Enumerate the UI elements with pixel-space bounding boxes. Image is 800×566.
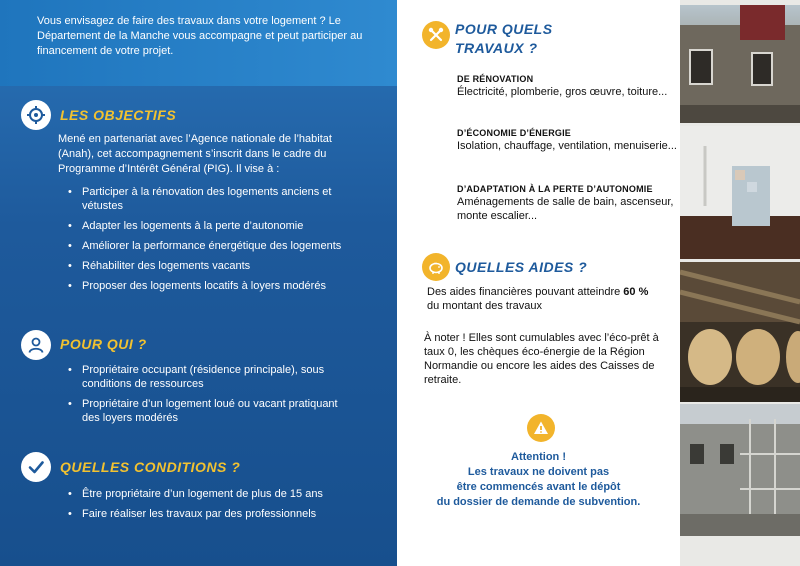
conditions-title: QUELLES CONDITIONS ?	[60, 459, 241, 475]
insulation-photo	[680, 262, 800, 402]
list-item: • Propriétaire d’un logement loué ou vacant pratiquant des loyers modérés	[66, 397, 356, 425]
list-item: • Proposer des logements locatifs à loyers modérés	[66, 279, 366, 293]
aides-text-before: Des aides financières pouvant atteindre	[427, 286, 624, 298]
aides-text-after: du montant des travaux	[427, 300, 542, 312]
scaffolding-photo	[680, 404, 800, 536]
aides-note: À noter ! Elles sont cumulables avec l’éco-prêt à taux 0, les chèques éco-énergie de la Région Normandie ou encore les aides des Caisses de retraite.	[424, 332, 659, 386]
conditions-list	[66, 487, 366, 521]
travaux-heading: D’ÉCONOMIE D’ÉNERGIE	[457, 128, 572, 138]
pour-qui-title: POUR QUI ?	[60, 336, 147, 352]
intro-text: Vous envisagez de faire des travaux dans votre logement ? Le Département de la Manche vous accompagne et peut participer au financement de votre projet.	[37, 15, 363, 57]
objectifs-text: Mené en partenariat avec l’Agence nationale de l’habitat (Anah), cet accompagnement s’inscrit dans le cadre du Programme d’Intérêt Général (PIG). Il vise à :	[58, 133, 332, 175]
middle-panel	[397, 0, 680, 566]
travaux-text: Électricité, plomberie, gros œuvre, toiture...	[457, 86, 668, 98]
list-item: • Améliorer la performance énergétique des logements	[66, 239, 366, 253]
objectifs-title: LES OBJECTIFS	[60, 107, 177, 123]
travaux-title	[455, 20, 553, 58]
travaux-text: Isolation, chauffage, ventilation, menuiserie...	[457, 140, 677, 152]
aides-text	[427, 285, 657, 313]
aides-percent: 60 %	[623, 286, 649, 298]
left-panel	[0, 0, 397, 566]
user-icon	[21, 330, 51, 360]
tools-icon	[422, 21, 450, 49]
attention-line: du dossier de demande de subvention.	[436, 496, 641, 508]
attention-line: être commencés avant le dépôt	[456, 481, 621, 493]
checkmark-icon	[21, 452, 51, 482]
attention-title: Attention !	[511, 451, 566, 463]
aides-title: QUELLES AIDES ?	[455, 259, 588, 275]
list-item: • Adapter les logements à la perte d’autonomie	[66, 219, 366, 233]
bathroom-photo	[680, 126, 800, 259]
pour-qui-list	[66, 363, 356, 425]
list-item: • Propriétaire occupant (résidence principale), sous conditions de ressources	[66, 363, 356, 391]
list-item: • Participer à la rénovation des logements anciens et vétustes	[66, 185, 366, 213]
travaux-title-line2: TRAVAUX ?	[455, 40, 538, 56]
objectifs-list	[66, 185, 366, 293]
warning-icon	[527, 414, 555, 442]
photo-strip	[680, 0, 800, 566]
list-item: • Faire réaliser les travaux par des professionnels	[66, 507, 366, 521]
travaux-text: Aménagements de salle de bain, ascenseur, monte escalier...	[457, 196, 674, 222]
list-item: • Réhabiliter des logements vacants	[66, 259, 366, 273]
stone-house-photo	[680, 5, 800, 123]
target-icon	[21, 100, 51, 130]
travaux-heading: DE RÉNOVATION	[457, 74, 534, 84]
piggy-bank-icon	[422, 253, 450, 281]
list-item: • Être propriétaire d’un logement de plus de 15 ans	[66, 487, 366, 501]
travaux-title-line1: POUR QUELS	[455, 21, 553, 37]
attention-line: Les travaux ne doivent pas	[467, 466, 610, 478]
travaux-heading: D’ADAPTATION À LA PERTE D’AUTONOMIE	[457, 184, 653, 194]
